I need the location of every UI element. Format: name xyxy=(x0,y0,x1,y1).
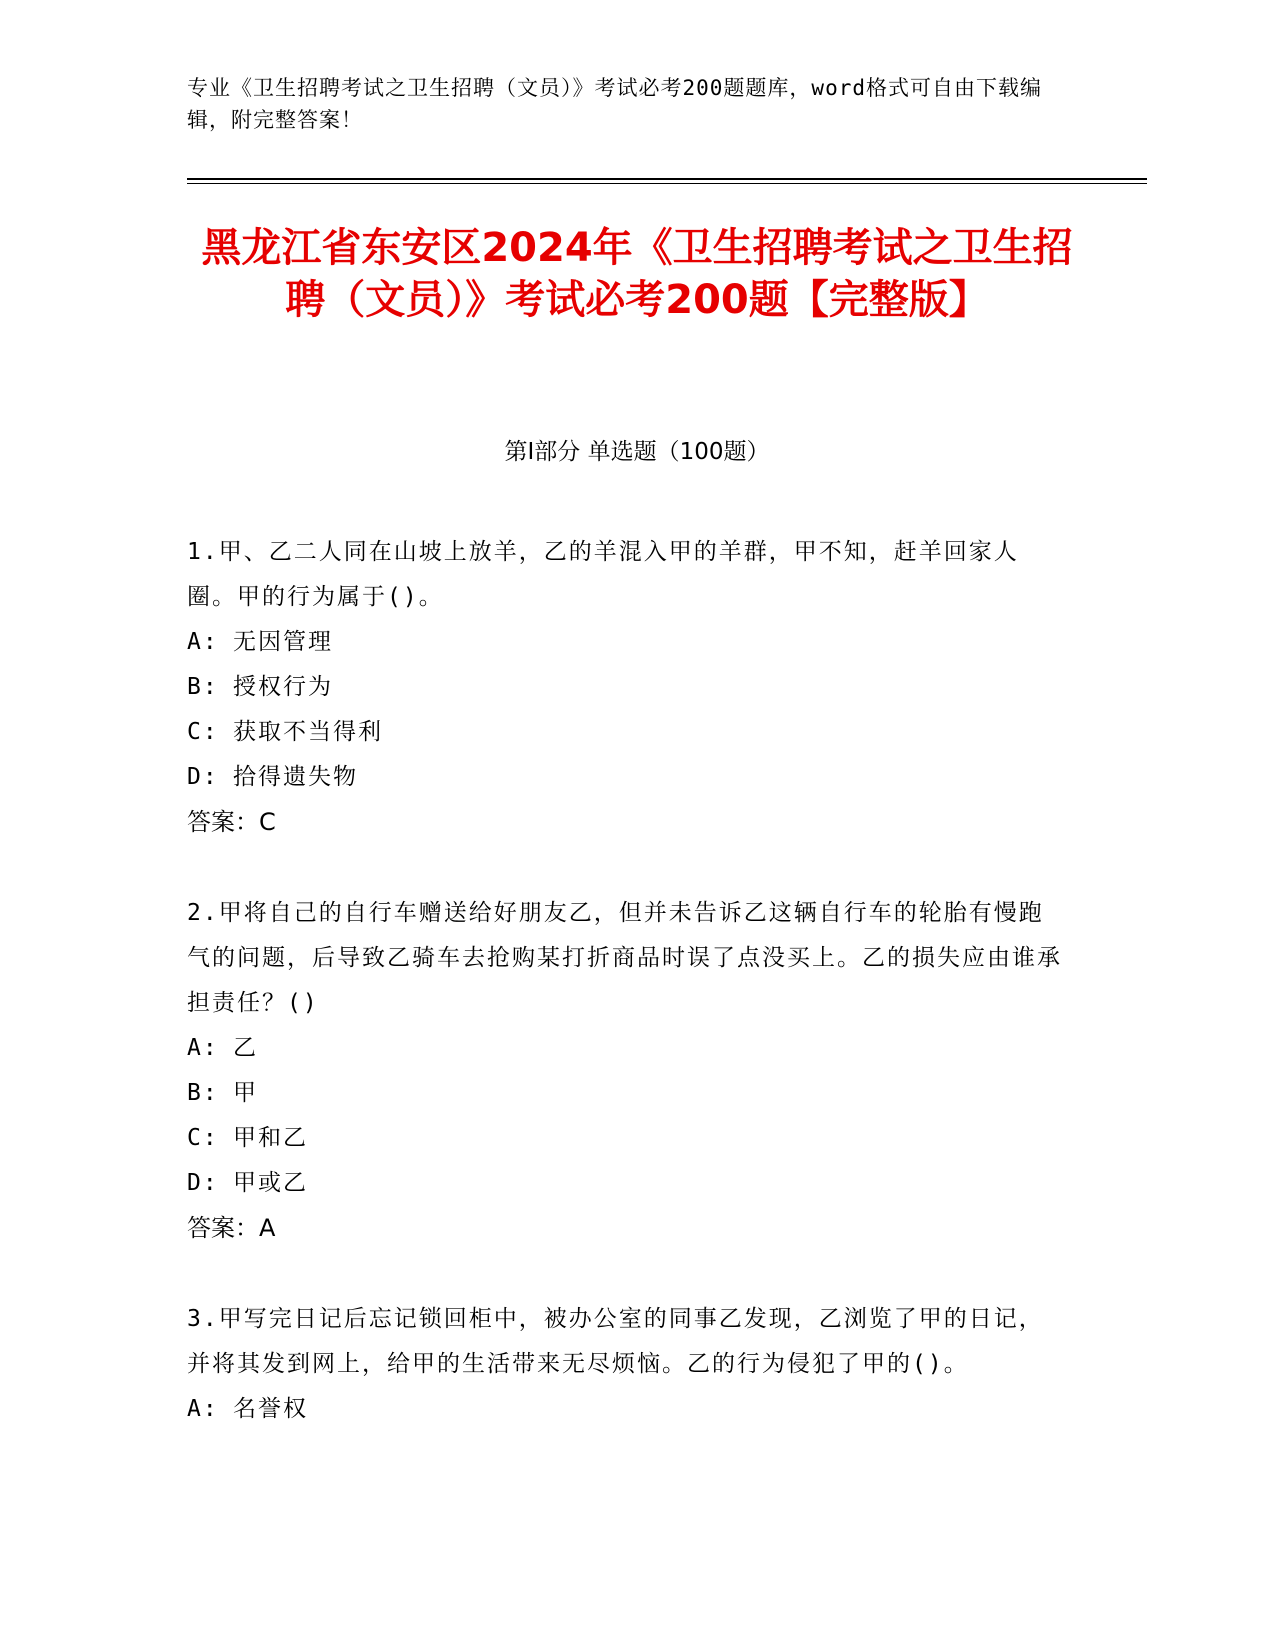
option-c xyxy=(187,1116,1067,1161)
question-text: 2.甲将自己的自行车赠送给好朋友乙，但并未告诉乙这辆自行车的轮胎有慢跑气的问题，后导致乙骑车去抢购某打折商品时误了点没买上。乙的损失应由谁承担责任？() xyxy=(187,900,1062,1016)
option-a xyxy=(187,1387,1067,1432)
option-b xyxy=(187,665,1067,710)
answer-value: A xyxy=(259,1214,276,1242)
option-key: C: xyxy=(187,719,219,745)
section-title: 第Ⅰ部分 单选题（100题） xyxy=(504,439,770,465)
answer-label: 答案： xyxy=(187,808,259,836)
option-text: 无因管理 xyxy=(233,629,333,655)
header-divider xyxy=(187,178,1147,180)
option-text: 甲或乙 xyxy=(233,1170,308,1196)
header-note: 专业《卫生招聘考试之卫生招聘（文员）》考试必考200题题库，word格式可自由下载编辑，附完整答案！ xyxy=(187,76,1042,132)
option-key: A: xyxy=(187,1035,219,1061)
option-a xyxy=(187,620,1067,665)
option-a xyxy=(187,1026,1067,1071)
answer-label: 答案： xyxy=(187,1214,259,1242)
option-key: B: xyxy=(187,674,219,700)
option-text: 授权行为 xyxy=(233,674,333,700)
option-d xyxy=(187,1161,1067,1206)
option-text: 拾得遗失物 xyxy=(233,764,358,790)
option-text: 名誉权 xyxy=(233,1396,308,1422)
option-text: 甲和乙 xyxy=(233,1125,308,1151)
option-text: 甲 xyxy=(233,1080,258,1106)
answer-line xyxy=(187,1206,1067,1251)
option-key: B: xyxy=(187,1080,219,1106)
option-b xyxy=(187,1071,1067,1116)
option-key: D: xyxy=(187,764,219,790)
option-key: D: xyxy=(187,1170,219,1196)
option-key: A: xyxy=(187,1396,219,1422)
question-1 xyxy=(187,530,1067,845)
question-list xyxy=(187,530,1067,1478)
option-text: 乙 xyxy=(233,1035,258,1061)
option-key: A: xyxy=(187,629,219,655)
option-key: C: xyxy=(187,1125,219,1151)
option-c xyxy=(187,710,1067,755)
question-text: 1.甲、乙二人同在山坡上放羊，乙的羊混入甲的羊群，甲不知，赶羊回家人圈。甲的行为属于()。 xyxy=(187,539,1019,610)
question-3 xyxy=(187,1297,1067,1432)
header-divider-thin xyxy=(187,183,1147,184)
option-text: 获取不当得利 xyxy=(233,719,383,745)
question-text: 3.甲写完日记后忘记锁回柜中，被办公室的同事乙发现，乙浏览了甲的日记，并将其发到网上，给甲的生活带来无尽烦恼。乙的行为侵犯了甲的()。 xyxy=(187,1306,1044,1377)
answer-value: C xyxy=(259,808,276,836)
option-d xyxy=(187,755,1067,800)
document-title: 黑龙江省东安区2024年《卫生招聘考试之卫生招聘（文员）》考试必考200题【完整版】 xyxy=(201,225,1073,323)
question-2 xyxy=(187,891,1067,1251)
answer-line xyxy=(187,800,1067,845)
